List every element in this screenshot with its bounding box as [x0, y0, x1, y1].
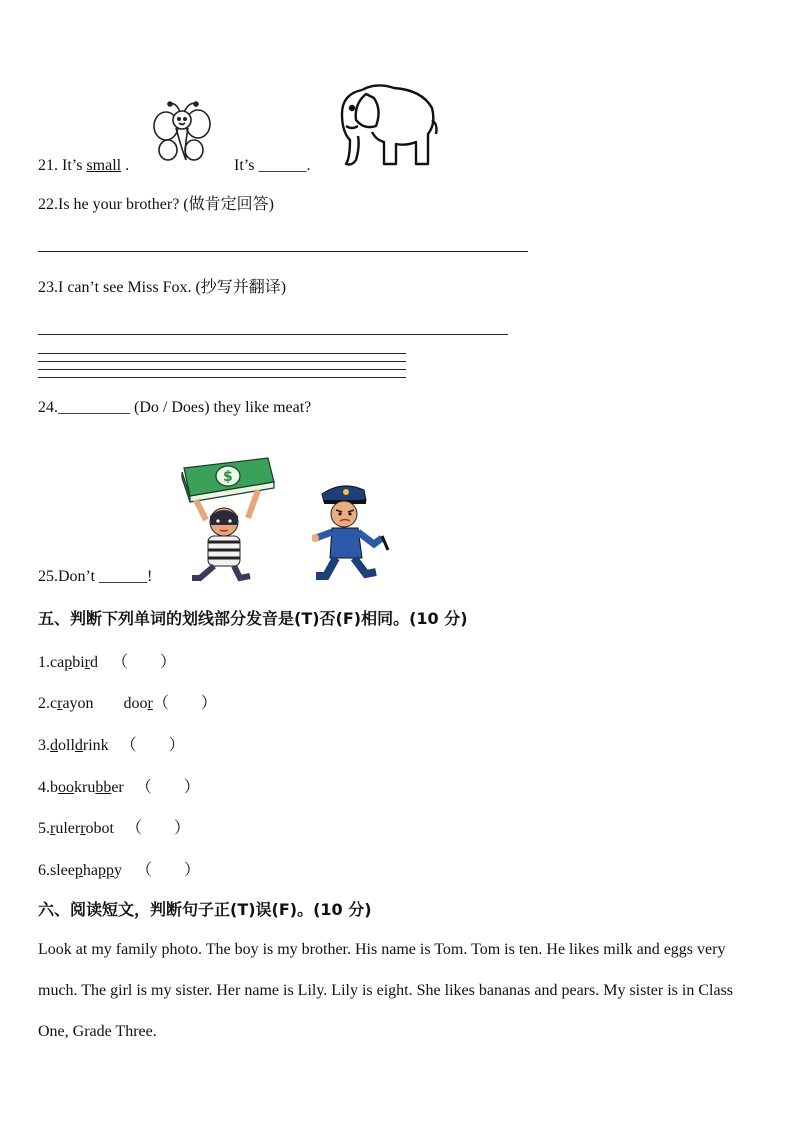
q24-number: 24. [38, 399, 58, 416]
q23-answer-line[interactable] [38, 334, 508, 335]
item3-underline-1: d [50, 737, 58, 754]
item2-word2-a: doo [123, 695, 148, 712]
item4-word2-a: ru [82, 779, 96, 796]
robber-with-money-icon [178, 446, 278, 584]
item2-underline-2: r [147, 695, 153, 712]
item2-word1-b: ayon [62, 695, 94, 712]
q21-its-2: It’s [234, 157, 259, 174]
item1-underline-2: r [84, 654, 90, 671]
question-24 [38, 399, 311, 417]
section-5-title: 五、判断下列单词的划线部分发音是(T)否(F)相同。(10 分) [38, 609, 468, 628]
item6-underline-2: pp [97, 862, 114, 879]
item5-word2-b: obot [85, 820, 114, 837]
item4-word1-b: k [74, 779, 82, 796]
q21-dot: . [121, 157, 130, 174]
q21-number: 21. [38, 157, 62, 174]
item6-underline-1: p [74, 862, 83, 879]
section5-item-6 [38, 857, 200, 880]
section5-item-4 [38, 774, 200, 797]
writing-line-3[interactable] [38, 369, 406, 370]
item3-word2-b: rink [82, 737, 109, 754]
item4-underline-1: oo [58, 779, 74, 796]
item2-underline-1: r [57, 695, 63, 712]
reading-passage: Look at my family photo. The boy is my brother. His name is Tom. Tom is ten. He likes milk and eggs very much. The girl is my sister. Her name is Lily. Lily is eight. She likes bananas and pears. My sister is in Class One, Grade Three. [38, 941, 734, 1040]
item6-word1-a: 6.slee [38, 862, 75, 879]
item1-word2-a: bi [72, 654, 85, 671]
item6-word2-b: y [113, 862, 122, 879]
q21-dot-2: . [306, 157, 311, 174]
item4-word2-b: er [111, 779, 124, 796]
q21-its: It’s [62, 157, 87, 174]
item4-word1-a: 4.b [38, 779, 58, 796]
q24-text: (Do / Does) they like meat? [130, 399, 312, 416]
q24-blank[interactable]: _________ [58, 399, 130, 416]
item1-word2-b: d [89, 654, 98, 671]
item5-underline-2: r [80, 820, 86, 837]
item1-answer-paren[interactable]: （ ） [111, 654, 176, 671]
writing-line-2[interactable] [38, 361, 406, 362]
item3-underline-2: d [74, 737, 83, 754]
item5-number: 5. [38, 820, 50, 837]
item4-underline-2: bb [95, 779, 112, 796]
question-21 [38, 157, 129, 175]
butterfly-icon [150, 98, 212, 168]
item6-answer-paren[interactable]: （ ） [135, 862, 200, 879]
item5-underline-1: r [50, 820, 56, 837]
item3-answer-paren[interactable]: （ ） [120, 737, 185, 754]
question-25: 25.Don’t ______! [38, 568, 153, 585]
item1-underline-1: p [64, 654, 73, 671]
item3-number: 3. [38, 737, 50, 754]
item2-answer-paren[interactable]: （ ） [152, 695, 217, 712]
section-6-title: 六、阅读短文，判断句子正(T)误(F)。(10 分) [38, 900, 372, 919]
item1-word1-a: 1.ca [38, 654, 65, 671]
policeman-icon [312, 480, 392, 584]
q21-blank[interactable]: ______ [258, 157, 307, 174]
section5-item-5 [38, 815, 190, 838]
question-23: 23.I can’t see Miss Fox. (抄写并翻译) [38, 279, 287, 296]
writing-line-4[interactable] [38, 377, 406, 378]
item5-answer-paren[interactable]: （ ） [125, 820, 190, 837]
writing-line-1[interactable] [38, 353, 406, 354]
q22-answer-line[interactable] [38, 251, 528, 252]
section5-item-1 [38, 649, 176, 672]
item6-word2-a: ha [82, 862, 98, 879]
question-21-answer [234, 157, 310, 175]
item5-word1-b: uler [55, 820, 81, 837]
elephant-icon [336, 80, 440, 172]
q21-word-small: small [86, 157, 122, 174]
question-22: 22.Is he your brother? (做肯定回答) [38, 196, 274, 213]
item2-word1-a: 2.c [38, 695, 58, 712]
section5-item-2 [38, 690, 217, 713]
item3-word1-b: oll [58, 737, 75, 754]
section5-item-3 [38, 732, 185, 755]
item4-answer-paren[interactable]: （ ） [135, 779, 200, 796]
svg-text:$: $ [223, 469, 233, 485]
